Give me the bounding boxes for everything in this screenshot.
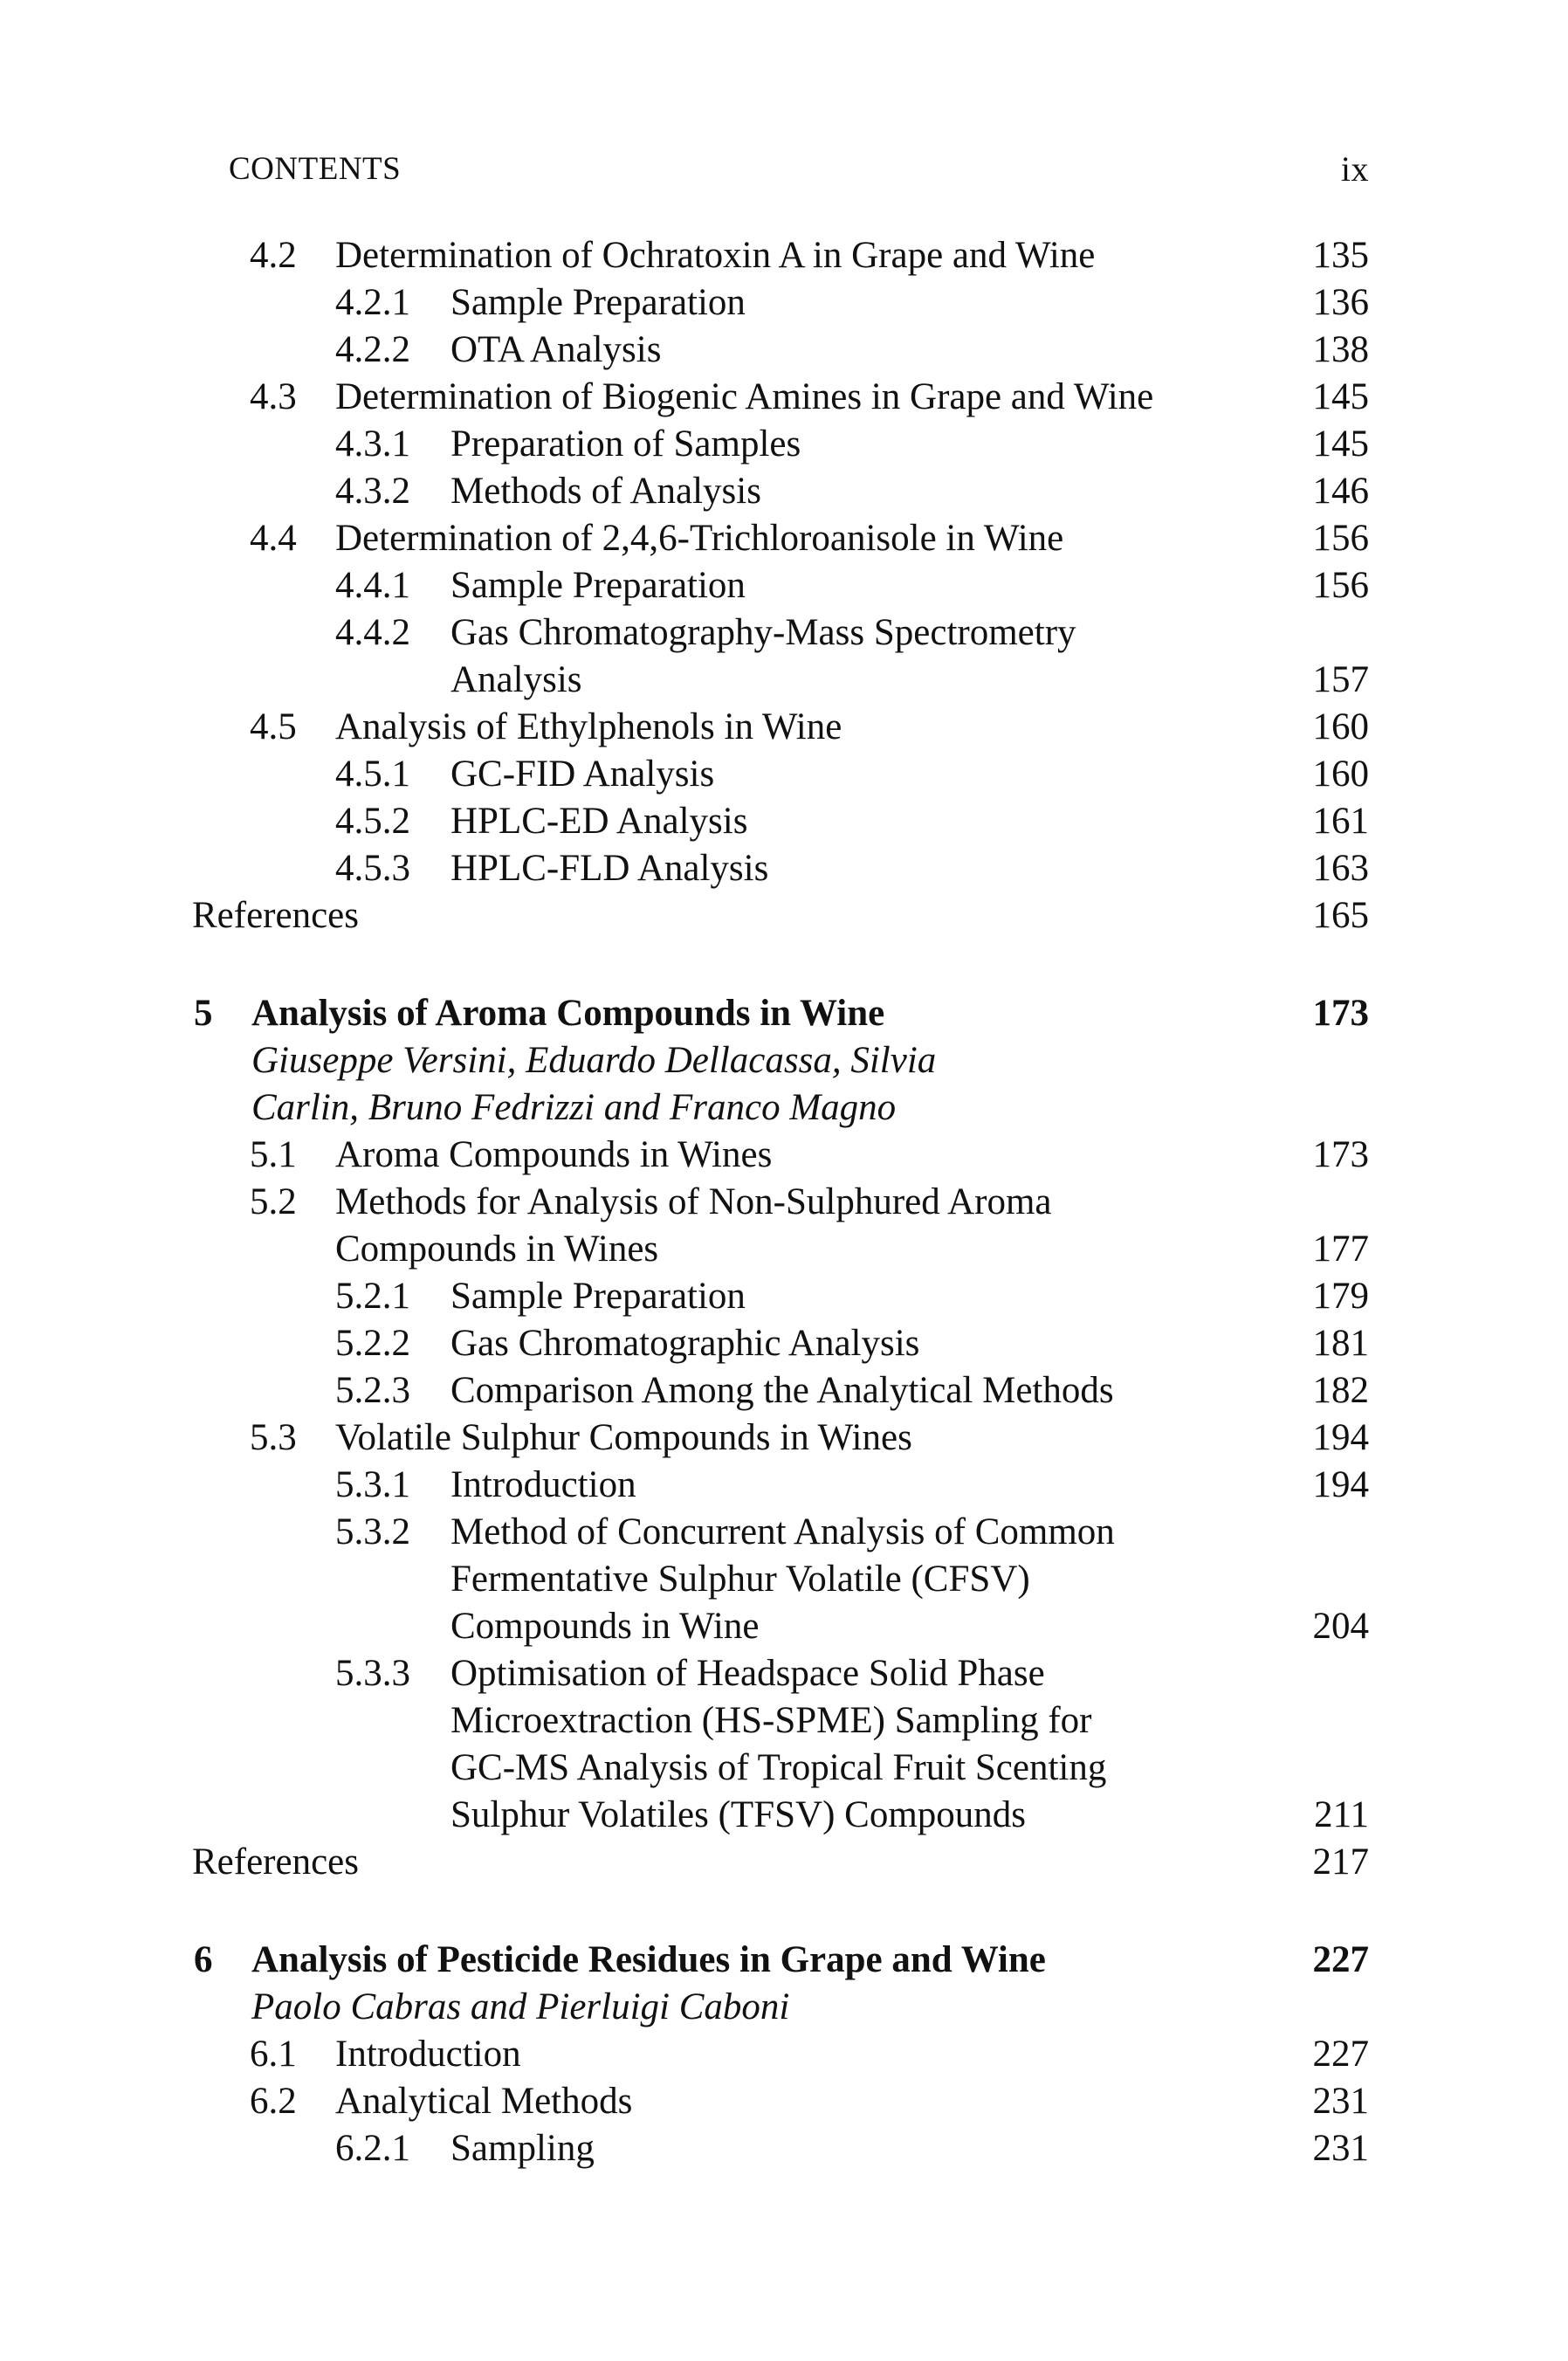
toc-entry-number: 4.3.2 bbox=[335, 471, 410, 512]
toc-entry-title: Analysis of Ethylphenols in Wine bbox=[335, 706, 842, 747]
toc-entry-4-5 bbox=[0, 704, 1568, 751]
toc-entry-title: Methods of Analysis bbox=[450, 471, 761, 512]
toc-entry-title: Analytical Methods bbox=[335, 2081, 633, 2122]
toc-entry-title: Determination of Ochratoxin A in Grape and Wine bbox=[335, 235, 1096, 276]
toc-entry-page: 135 bbox=[1312, 235, 1369, 276]
toc-entry-number: 4.5.3 bbox=[335, 848, 410, 889]
toc-chapter-5-authors-continued bbox=[0, 1084, 1568, 1132]
toc-entry-page: 157 bbox=[1312, 659, 1369, 700]
toc-entry-4-2 bbox=[0, 232, 1568, 279]
toc-entry-title: Sample Preparation bbox=[450, 565, 746, 606]
toc-entry-page: 165 bbox=[1312, 895, 1369, 936]
toc-entry-5-3-1 bbox=[0, 1462, 1568, 1509]
toc-entry-page: 156 bbox=[1312, 565, 1369, 606]
toc-entry-page: 182 bbox=[1312, 1370, 1369, 1411]
toc-entry-5-2-1 bbox=[0, 1273, 1568, 1320]
toc-entry-title: GC-MS Analysis of Tropical Fruit Scenting bbox=[450, 1747, 1107, 1788]
toc-entry-references-4 bbox=[0, 892, 1568, 940]
toc-entry-number: 5.3.3 bbox=[335, 1653, 410, 1694]
toc-entry-title: Volatile Sulphur Compounds in Wines bbox=[335, 1417, 912, 1458]
toc-entry-title: Determination of 2,4,6-Trichloroanisole in Wine bbox=[335, 518, 1064, 559]
toc-entry-5-3-2-continued bbox=[0, 1556, 1568, 1603]
toc-entry-title: Determination of Biogenic Amines in Grape and Wine bbox=[335, 376, 1154, 417]
toc-entry-page: 160 bbox=[1312, 754, 1369, 795]
toc-entry-title: Fermentative Sulphur Volatile (CFSV) bbox=[450, 1559, 1030, 1600]
toc-entry-5-2 bbox=[0, 1179, 1568, 1226]
toc-entry-number: 4.3 bbox=[250, 376, 297, 417]
toc-entry-title: Sample Preparation bbox=[450, 1276, 746, 1317]
toc-entry-5-1 bbox=[0, 1132, 1568, 1179]
toc-entry-number: 4.4.1 bbox=[335, 565, 410, 606]
toc-entry-4-5-1 bbox=[0, 751, 1568, 798]
toc-entry-page: 194 bbox=[1312, 1464, 1369, 1505]
toc-entry-page: 204 bbox=[1312, 1606, 1369, 1647]
toc-entry-number: 5.1 bbox=[250, 1134, 297, 1175]
toc-entry-number: 4.2.1 bbox=[335, 282, 410, 323]
toc-entry-title: HPLC-FLD Analysis bbox=[450, 848, 769, 889]
toc-entry-title: Sample Preparation bbox=[450, 282, 746, 323]
toc-entry-number: 4.2 bbox=[250, 235, 297, 276]
toc-entry-number: 5.2 bbox=[250, 1181, 297, 1222]
toc-entry-title: Sulphur Volatiles (TFSV) Compounds bbox=[450, 1794, 1027, 1835]
toc-entry-title: Optimisation of Headspace Solid Phase bbox=[450, 1653, 1045, 1694]
toc-chapter-5-authors bbox=[0, 1037, 1568, 1084]
toc-entry-title: Introduction bbox=[450, 1464, 636, 1505]
toc-entry-number: 4.5 bbox=[250, 706, 297, 747]
toc-entry-number: 5.2.3 bbox=[335, 1370, 410, 1411]
toc-entry-5-3-3-continued bbox=[0, 1792, 1568, 1839]
toc-entry-page: 231 bbox=[1312, 2081, 1369, 2122]
toc-entry-page: 194 bbox=[1312, 1417, 1369, 1458]
toc-authors: Paolo Cabras and Pierluigi Caboni bbox=[251, 1986, 790, 2027]
toc-entry-title: OTA Analysis bbox=[450, 329, 662, 370]
toc-entry-number: 4.2.2 bbox=[335, 329, 410, 370]
toc-entry-title: Aroma Compounds in Wines bbox=[335, 1134, 773, 1175]
toc-entry-title: References bbox=[192, 895, 359, 936]
toc-entry-page: 177 bbox=[1312, 1229, 1369, 1270]
toc-entry-title: GC-FID Analysis bbox=[450, 754, 715, 795]
toc-entry-page: 145 bbox=[1312, 376, 1369, 417]
toc-entry-page: 231 bbox=[1312, 2128, 1369, 2169]
toc-entry-4-3-1 bbox=[0, 421, 1568, 468]
toc-chapter-5 bbox=[0, 990, 1568, 1037]
toc-entry-number: 4.5.1 bbox=[335, 754, 410, 795]
toc-entry-title: Methods for Analysis of Non-Sulphured Aroma bbox=[335, 1181, 1052, 1222]
toc-entry-page: 217 bbox=[1312, 1841, 1369, 1883]
toc-entry-5-3-3-continued bbox=[0, 1697, 1568, 1745]
toc-entry-4-2-1 bbox=[0, 279, 1568, 327]
toc-chapter-title: Analysis of Aroma Compounds in Wine bbox=[251, 993, 885, 1034]
page-number: ix bbox=[1340, 149, 1369, 189]
toc-entry-5-3 bbox=[0, 1415, 1568, 1462]
toc-entry-page: 163 bbox=[1312, 848, 1369, 889]
toc-entry-6-2-1 bbox=[0, 2125, 1568, 2172]
toc-entry-5-2-2 bbox=[0, 1320, 1568, 1367]
toc-authors: Carlin, Bruno Fedrizzi and Franco Magno bbox=[251, 1087, 897, 1128]
toc-entry-title: Compounds in Wine bbox=[450, 1606, 760, 1647]
toc-entry-title: Introduction bbox=[335, 2034, 521, 2075]
toc-entry-4-4-1 bbox=[0, 562, 1568, 609]
toc-entry-references-5 bbox=[0, 1839, 1568, 1886]
toc-entry-5-3-3 bbox=[0, 1650, 1568, 1697]
toc-entry-number: 4.4 bbox=[250, 518, 297, 559]
toc-entry-number: 6.2 bbox=[250, 2081, 297, 2122]
toc-entry-title: Preparation of Samples bbox=[450, 423, 801, 465]
toc-entry-4-4 bbox=[0, 515, 1568, 562]
toc-entry-title: HPLC-ED Analysis bbox=[450, 801, 748, 842]
toc-entry-title: Microextraction (HS-SPME) Sampling for bbox=[450, 1700, 1092, 1741]
toc-entry-page: 181 bbox=[1312, 1323, 1369, 1364]
toc-entry-6-1 bbox=[0, 2031, 1568, 2078]
toc-entry-page: 160 bbox=[1312, 706, 1369, 747]
toc-entry-page: 179 bbox=[1312, 1276, 1369, 1317]
toc-entry-5-2-3 bbox=[0, 1367, 1568, 1415]
toc-entry-title: Gas Chromatography-Mass Spectrometry bbox=[450, 612, 1076, 653]
toc-chapter-6-authors bbox=[0, 1984, 1568, 2031]
toc-chapter-6 bbox=[0, 1937, 1568, 1984]
toc-entry-number: 6.1 bbox=[250, 2034, 297, 2075]
toc-entry-5-3-2-continued bbox=[0, 1603, 1568, 1650]
toc-entry-4-3-2 bbox=[0, 468, 1568, 515]
toc-entry-6-2 bbox=[0, 2078, 1568, 2125]
toc-chapter-page: 227 bbox=[1312, 1939, 1369, 1980]
toc-entry-page: 138 bbox=[1312, 329, 1369, 370]
toc-entry-page: 161 bbox=[1312, 801, 1369, 842]
toc-entry-title: References bbox=[192, 1841, 359, 1883]
toc-authors: Giuseppe Versini, Eduardo Dellacassa, Silvia bbox=[251, 1040, 937, 1081]
toc-entry-page: 173 bbox=[1312, 1134, 1369, 1175]
toc-entry-page: 211 bbox=[1314, 1794, 1369, 1835]
toc-entry-title: Method of Concurrent Analysis of Common bbox=[450, 1511, 1115, 1552]
toc-entry-number: 5.3.1 bbox=[335, 1464, 410, 1505]
toc-entry-number: 4.4.2 bbox=[335, 612, 410, 653]
running-head bbox=[229, 145, 1369, 194]
toc-entry-page: 156 bbox=[1312, 518, 1369, 559]
toc-entry-number: 5.3.2 bbox=[335, 1511, 410, 1552]
toc-entry-title: Sampling bbox=[450, 2128, 595, 2169]
toc-entry-page: 146 bbox=[1312, 471, 1369, 512]
toc-entry-4-5-2 bbox=[0, 798, 1568, 845]
toc-entry-5-2-continued bbox=[0, 1226, 1568, 1273]
toc-entry-title: Gas Chromatographic Analysis bbox=[450, 1323, 920, 1364]
toc-chapter-number: 5 bbox=[194, 993, 213, 1034]
toc-entry-4-3 bbox=[0, 374, 1568, 421]
toc-entry-4-2-2 bbox=[0, 327, 1568, 374]
toc-chapter-number: 6 bbox=[194, 1939, 213, 1980]
toc-entry-number: 4.3.1 bbox=[335, 423, 410, 465]
toc-entry-page: 136 bbox=[1312, 282, 1369, 323]
toc-entry-title: Analysis bbox=[450, 659, 582, 700]
toc-entry-5-3-2 bbox=[0, 1509, 1568, 1556]
toc-entry-number: 4.5.2 bbox=[335, 801, 410, 842]
toc-entry-page: 227 bbox=[1312, 2034, 1369, 2075]
toc-entry-number: 6.2.1 bbox=[335, 2128, 410, 2169]
toc-entry-page: 145 bbox=[1312, 423, 1369, 465]
toc-chapter-title: Analysis of Pesticide Residues in Grape and Wine bbox=[251, 1939, 1046, 1980]
toc-entry-4-5-3 bbox=[0, 845, 1568, 892]
running-head-title: CONTENTS bbox=[229, 151, 402, 187]
toc-entry-title: Comparison Among the Analytical Methods bbox=[450, 1370, 1114, 1411]
toc-entry-number: 5.3 bbox=[250, 1417, 297, 1458]
toc-entry-4-4-2-continued bbox=[0, 657, 1568, 704]
toc-entry-number: 5.2.2 bbox=[335, 1323, 410, 1364]
toc-entry-4-4-2 bbox=[0, 609, 1568, 657]
toc-chapter-page: 173 bbox=[1312, 993, 1369, 1034]
toc-entry-5-3-3-continued bbox=[0, 1745, 1568, 1792]
toc-entry-title: Compounds in Wines bbox=[335, 1229, 659, 1270]
toc-entry-number: 5.2.1 bbox=[335, 1276, 410, 1317]
